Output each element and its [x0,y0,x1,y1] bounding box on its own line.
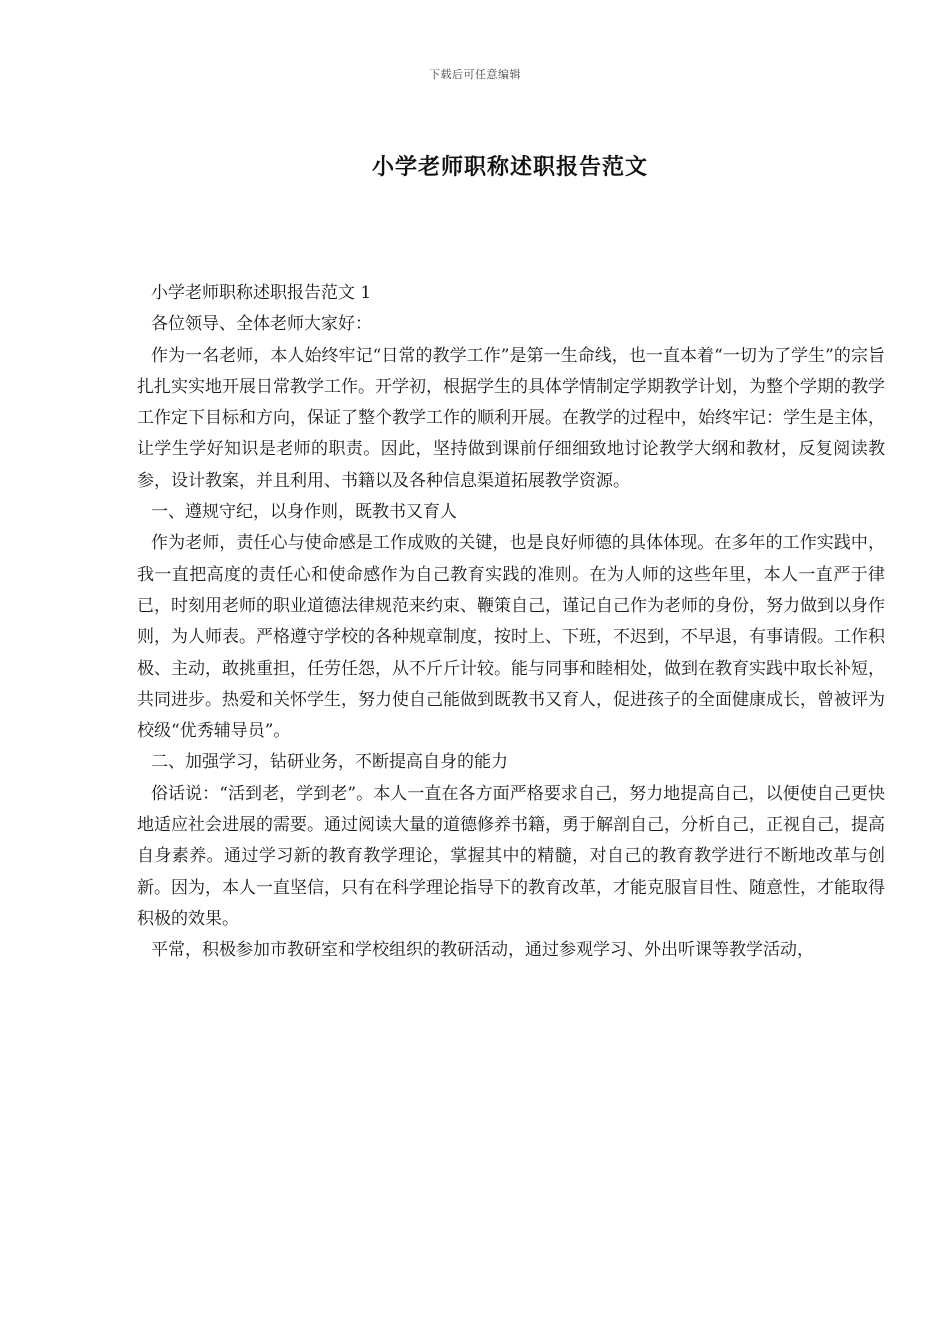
section-heading: 二、加强学习，钻研业务，不断提高自身的能力 [151,752,508,773]
section-label: 小学老师职称述职报告范文 1 [151,283,372,303]
body-paragraph: 作为一名老师，本人始终牢记“日常的教学工作”是第一生命线，也一直本着“一切为了学生”的宗旨扎扎实实地开展日常教学工作。开学初，根据学生的具体学情制定学期教学计划，为整个学期的教学工作定下目标和方向，保证了整个教学工作的顺利开展。在教学的过程中，始终牢记：学生是主体，让学生学好知识是老师的职责。因此，坚持做到课前仔细细致地讨论教学大纲和教材，反复阅读教参，设计教案，并且利用、书籍以及各种信息渠道拓展教学资源。 [137,345,885,491]
body-paragraph: 俗话说：“活到老，学到老”。本人一直在各方面严格要求自己，努力地提高自己，以便使自己更快地适应社会进展的需要。通过阅读大量的道德修养书籍，勇于解剖自己，分析自己，正视自己，提高自身素养。通过学习新的教育教学理论，掌握其中的精髓，对自己的教育教学进行不断地改革与创新。因为，本人一直坚信，只有在科学理论指导下的教育改革，才能克服盲目性、随意性，才能取得积极的效果。 [137,783,885,929]
document-title: 小学老师职称述职报告范文 [371,155,648,180]
header-note: 下载后可任意编辑 [429,68,521,81]
salutation: 各位领导、全体老师大家好： [151,314,372,335]
document-body [137,278,885,967]
body-paragraph: 平常，积极参加市教研室和学校组织的教研活动，通过参观学习、外出听课等教学活动， [151,940,814,961]
section-heading: 一、遵规守纪，以身作则，既教书又育人 [151,502,457,523]
body-paragraph: 作为老师，责任心与使命感是工作成败的关键，也是良好师德的具体体现。在多年的工作实践中，我一直把高度的责任心和使命感作为自己教育实践的准则。在为人师的这些年里，本人一直严于律已，时刻用老师的职业道德法律规范来约束、鞭策自己，谨记自己作为老师的身份，努力做到以身作则，为人师表。严格遵守学校的各种规章制度，按时上、下班，不迟到，不早退，有事请假。工作积极、主动，敢挑重担，任劳任怨，从不斤斤计较。能与同事和睦相处，做到在教育实践中取长补短，共同进步。热爱和关怀学生，努力使自己能做到既教书又育人，促进孩子的全面健康成长，曾被评为校级“优秀辅导员”。 [137,533,885,742]
